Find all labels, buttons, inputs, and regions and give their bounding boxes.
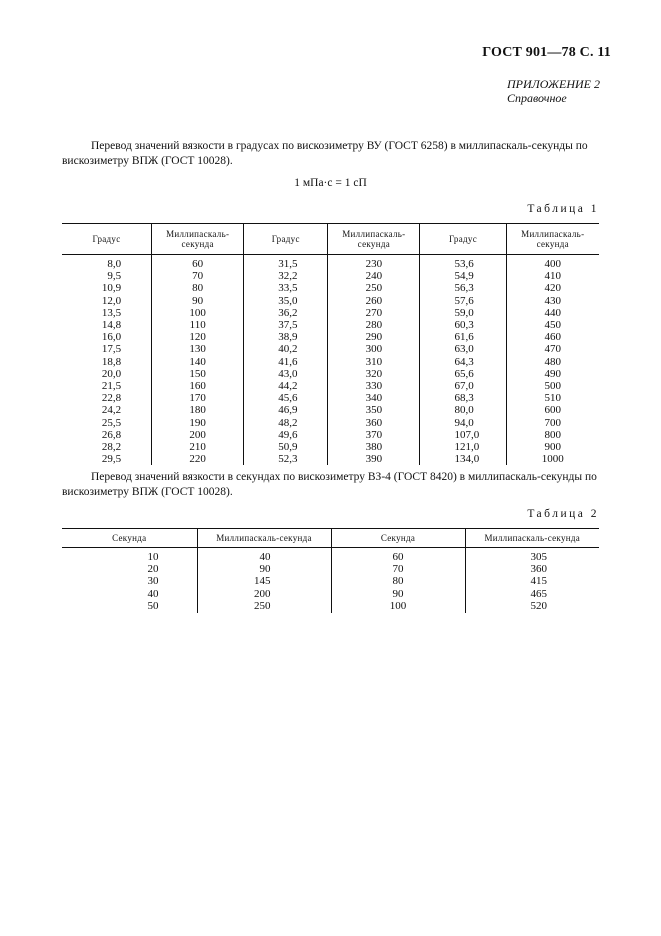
table-row (62, 282, 599, 294)
table-row (62, 417, 599, 429)
table-cell: 60,3 (420, 319, 506, 331)
table-cell: 28,2 (101, 441, 122, 454)
table-cell: 430 (506, 295, 599, 307)
column-header: Секунда (62, 529, 197, 548)
table-cell: 50 (147, 599, 159, 612)
table-cell: 390 (328, 453, 420, 465)
table-cell: 460 (506, 331, 599, 343)
table-row (62, 255, 599, 271)
table-cell: 63,0 (420, 343, 506, 355)
table-cell: 37,5 (244, 319, 328, 331)
table-cell: 410 (506, 270, 599, 282)
table-cell: 40 (147, 587, 159, 600)
table-row (62, 441, 599, 453)
table-cell: 490 (506, 368, 599, 380)
table-cell: 70 (331, 563, 465, 575)
table-cell: 120 (152, 331, 244, 343)
table-cell: 100 (331, 600, 465, 613)
table-cell: 200 (152, 429, 244, 441)
table-cell: 80,0 (420, 404, 506, 416)
table-cell: 33,5 (244, 282, 328, 294)
intro-paragraph-2 (62, 470, 599, 500)
table-cell: 56,3 (420, 282, 506, 294)
table-cell: 61,6 (420, 331, 506, 343)
table-cell: 230 (328, 255, 420, 271)
table-row (62, 270, 599, 282)
table-cell: 100 (152, 307, 244, 319)
table-cell: 52,3 (244, 453, 328, 465)
table-cell: 360 (465, 563, 599, 575)
table-cell: 49,6 (244, 429, 328, 441)
paragraph-line: Перевод значений вязкости в секундах по вискозиметру ВЗ-4 (ГОСТ 8420) в миллипаскаль-секунды по (91, 471, 597, 483)
column-header: Миллипаскаль-секунда (465, 529, 599, 548)
appendix-subtitle: Справочное (507, 91, 567, 105)
table-cell: 250 (328, 282, 420, 294)
table-cell: 90 (152, 295, 244, 307)
table-cell: 160 (152, 380, 244, 392)
table-2-caption: Таблица 2 (527, 508, 599, 520)
table-cell: 200 (197, 588, 331, 600)
table-cell: 29,5 (101, 453, 122, 466)
table-row (62, 295, 599, 307)
table-row (62, 404, 599, 416)
table-cell: 270 (328, 307, 420, 319)
table-header-row (62, 529, 599, 548)
table-cell: 700 (506, 417, 599, 429)
table-row (62, 588, 599, 600)
table-cell: 400 (506, 255, 599, 271)
table-cell: 24,2 (101, 404, 122, 417)
column-header: Градус (420, 224, 506, 255)
table-row (62, 575, 599, 587)
table-cell: 16,0 (101, 331, 122, 344)
table-cell: 145 (197, 575, 331, 587)
table-cell: 220 (152, 453, 244, 465)
table-cell: 305 (465, 548, 599, 564)
table-cell: 1000 (506, 453, 599, 465)
table-cell: 600 (506, 404, 599, 416)
table-cell: 370 (328, 429, 420, 441)
viscosity-degrees-table (62, 223, 599, 465)
table-cell: 330 (328, 380, 420, 392)
appendix-title: ПРИЛОЖЕНИЕ 2 (507, 77, 600, 91)
table-cell: 300 (328, 343, 420, 355)
table-cell: 22,8 (101, 392, 122, 405)
table-cell: 190 (152, 417, 244, 429)
table-row (62, 392, 599, 404)
table-cell: 21,5 (101, 380, 122, 393)
table-cell: 32,2 (244, 270, 328, 282)
table-row (62, 429, 599, 441)
intro-paragraph-1 (62, 139, 599, 169)
table-cell: 70 (152, 270, 244, 282)
table-cell: 134,0 (420, 453, 506, 465)
table-cell: 9,5 (107, 270, 122, 283)
table-row (62, 548, 599, 564)
table-row (62, 307, 599, 319)
table-cell: 440 (506, 307, 599, 319)
table-cell: 260 (328, 295, 420, 307)
table-cell: 107,0 (420, 429, 506, 441)
unit-equivalence-formula: 1 мПа·с = 1 сП (294, 177, 367, 189)
table-cell: 60 (152, 255, 244, 271)
table-cell: 8,0 (107, 258, 122, 270)
table-body (62, 548, 599, 614)
table-cell: 420 (506, 282, 599, 294)
paragraph-line: вискозиметру ВПЖ (ГОСТ 10028). (62, 155, 233, 167)
table-cell: 59,0 (420, 307, 506, 319)
table-cell: 80 (152, 282, 244, 294)
table-cell: 465 (465, 588, 599, 600)
table-cell: 12,0 (101, 294, 122, 307)
table-cell: 38,9 (244, 331, 328, 343)
table-cell: 415 (465, 575, 599, 587)
table-cell: 130 (152, 343, 244, 355)
table-cell: 26,8 (101, 428, 122, 441)
table-cell: 350 (328, 404, 420, 416)
table-cell: 10,9 (101, 282, 122, 295)
column-header: Миллипаскаль-секунда (197, 529, 331, 548)
table-cell: 17,5 (101, 343, 122, 356)
table-1-caption: Таблица 1 (527, 203, 599, 215)
table-body (62, 255, 599, 466)
table-cell: 170 (152, 392, 244, 404)
table-cell: 53,6 (420, 255, 506, 271)
document-reference: ГОСТ 901—78 С. 11 (482, 45, 611, 60)
column-header: Секунда (331, 529, 465, 548)
table-cell: 290 (328, 331, 420, 343)
table-cell: 470 (506, 343, 599, 355)
column-header: Градус (62, 224, 152, 255)
table-cell: 65,6 (420, 368, 506, 380)
table-cell: 46,9 (244, 404, 328, 416)
column-header: Миллипаскаль-секунда (152, 224, 244, 255)
table-cell: 180 (152, 404, 244, 416)
table-cell: 40,2 (244, 343, 328, 355)
paragraph-line: вискозиметру ВПЖ (ГОСТ 10028). (62, 486, 233, 498)
table-cell: 450 (506, 319, 599, 331)
table-cell: 110 (152, 319, 244, 331)
table-cell: 480 (506, 356, 599, 368)
table-cell: 44,2 (244, 380, 328, 392)
table-cell: 510 (506, 392, 599, 404)
column-header: Миллипаскаль-секунда (506, 224, 599, 255)
table-cell: 40 (197, 548, 331, 564)
table-cell: 280 (328, 319, 420, 331)
table-cell: 150 (152, 368, 244, 380)
table-cell: 43,0 (244, 368, 328, 380)
table-row (62, 563, 599, 575)
table-cell: 10 (147, 551, 159, 563)
table-cell: 90 (197, 563, 331, 575)
table-cell: 121,0 (420, 441, 506, 453)
table-cell: 80 (331, 575, 465, 587)
table-cell: 57,6 (420, 295, 506, 307)
appendix-heading (507, 77, 600, 105)
table-row (62, 600, 599, 613)
table-cell: 310 (328, 356, 420, 368)
table-cell: 90 (331, 588, 465, 600)
table-row (62, 331, 599, 343)
table-header-row (62, 224, 599, 255)
table-cell: 48,2 (244, 417, 328, 429)
table-cell: 240 (328, 270, 420, 282)
table-cell: 41,6 (244, 356, 328, 368)
table-cell: 320 (328, 368, 420, 380)
table-row (62, 356, 599, 368)
table-row (62, 380, 599, 392)
table-cell: 210 (152, 441, 244, 453)
table-cell: 67,0 (420, 380, 506, 392)
table-row (62, 453, 599, 465)
table-cell: 800 (506, 429, 599, 441)
table-cell: 14,8 (101, 319, 122, 332)
table-cell: 25,5 (101, 416, 122, 429)
table-cell: 68,3 (420, 392, 506, 404)
table-cell: 50,9 (244, 441, 328, 453)
table-cell: 36,2 (244, 307, 328, 319)
table-cell: 45,6 (244, 392, 328, 404)
table-cell: 13,5 (101, 306, 122, 319)
table-row (62, 368, 599, 380)
table-cell: 500 (506, 380, 599, 392)
column-header: Миллипаскаль-секунда (328, 224, 420, 255)
table-cell: 30 (147, 575, 159, 588)
table-cell: 94,0 (420, 417, 506, 429)
table-cell: 20 (147, 563, 159, 576)
table-cell: 900 (506, 441, 599, 453)
table-cell: 60 (331, 548, 465, 564)
table-cell: 35,0 (244, 295, 328, 307)
paragraph-line: Перевод значений вязкости в градусах по вискозиметру ВУ (ГОСТ 6258) в миллипаскаль-секунды по (91, 140, 588, 152)
column-header: Градус (244, 224, 328, 255)
table-cell: 380 (328, 441, 420, 453)
table-cell: 140 (152, 356, 244, 368)
table-cell: 20,0 (101, 367, 122, 380)
table-cell: 54,9 (420, 270, 506, 282)
table-cell: 31,5 (244, 255, 328, 271)
table-row (62, 343, 599, 355)
viscosity-seconds-table (62, 528, 599, 613)
table-cell: 250 (197, 600, 331, 613)
table-cell: 18,8 (101, 355, 122, 368)
table-cell: 340 (328, 392, 420, 404)
table-cell: 520 (465, 600, 599, 613)
table-cell: 64,3 (420, 356, 506, 368)
table-cell: 360 (328, 417, 420, 429)
table-row (62, 319, 599, 331)
